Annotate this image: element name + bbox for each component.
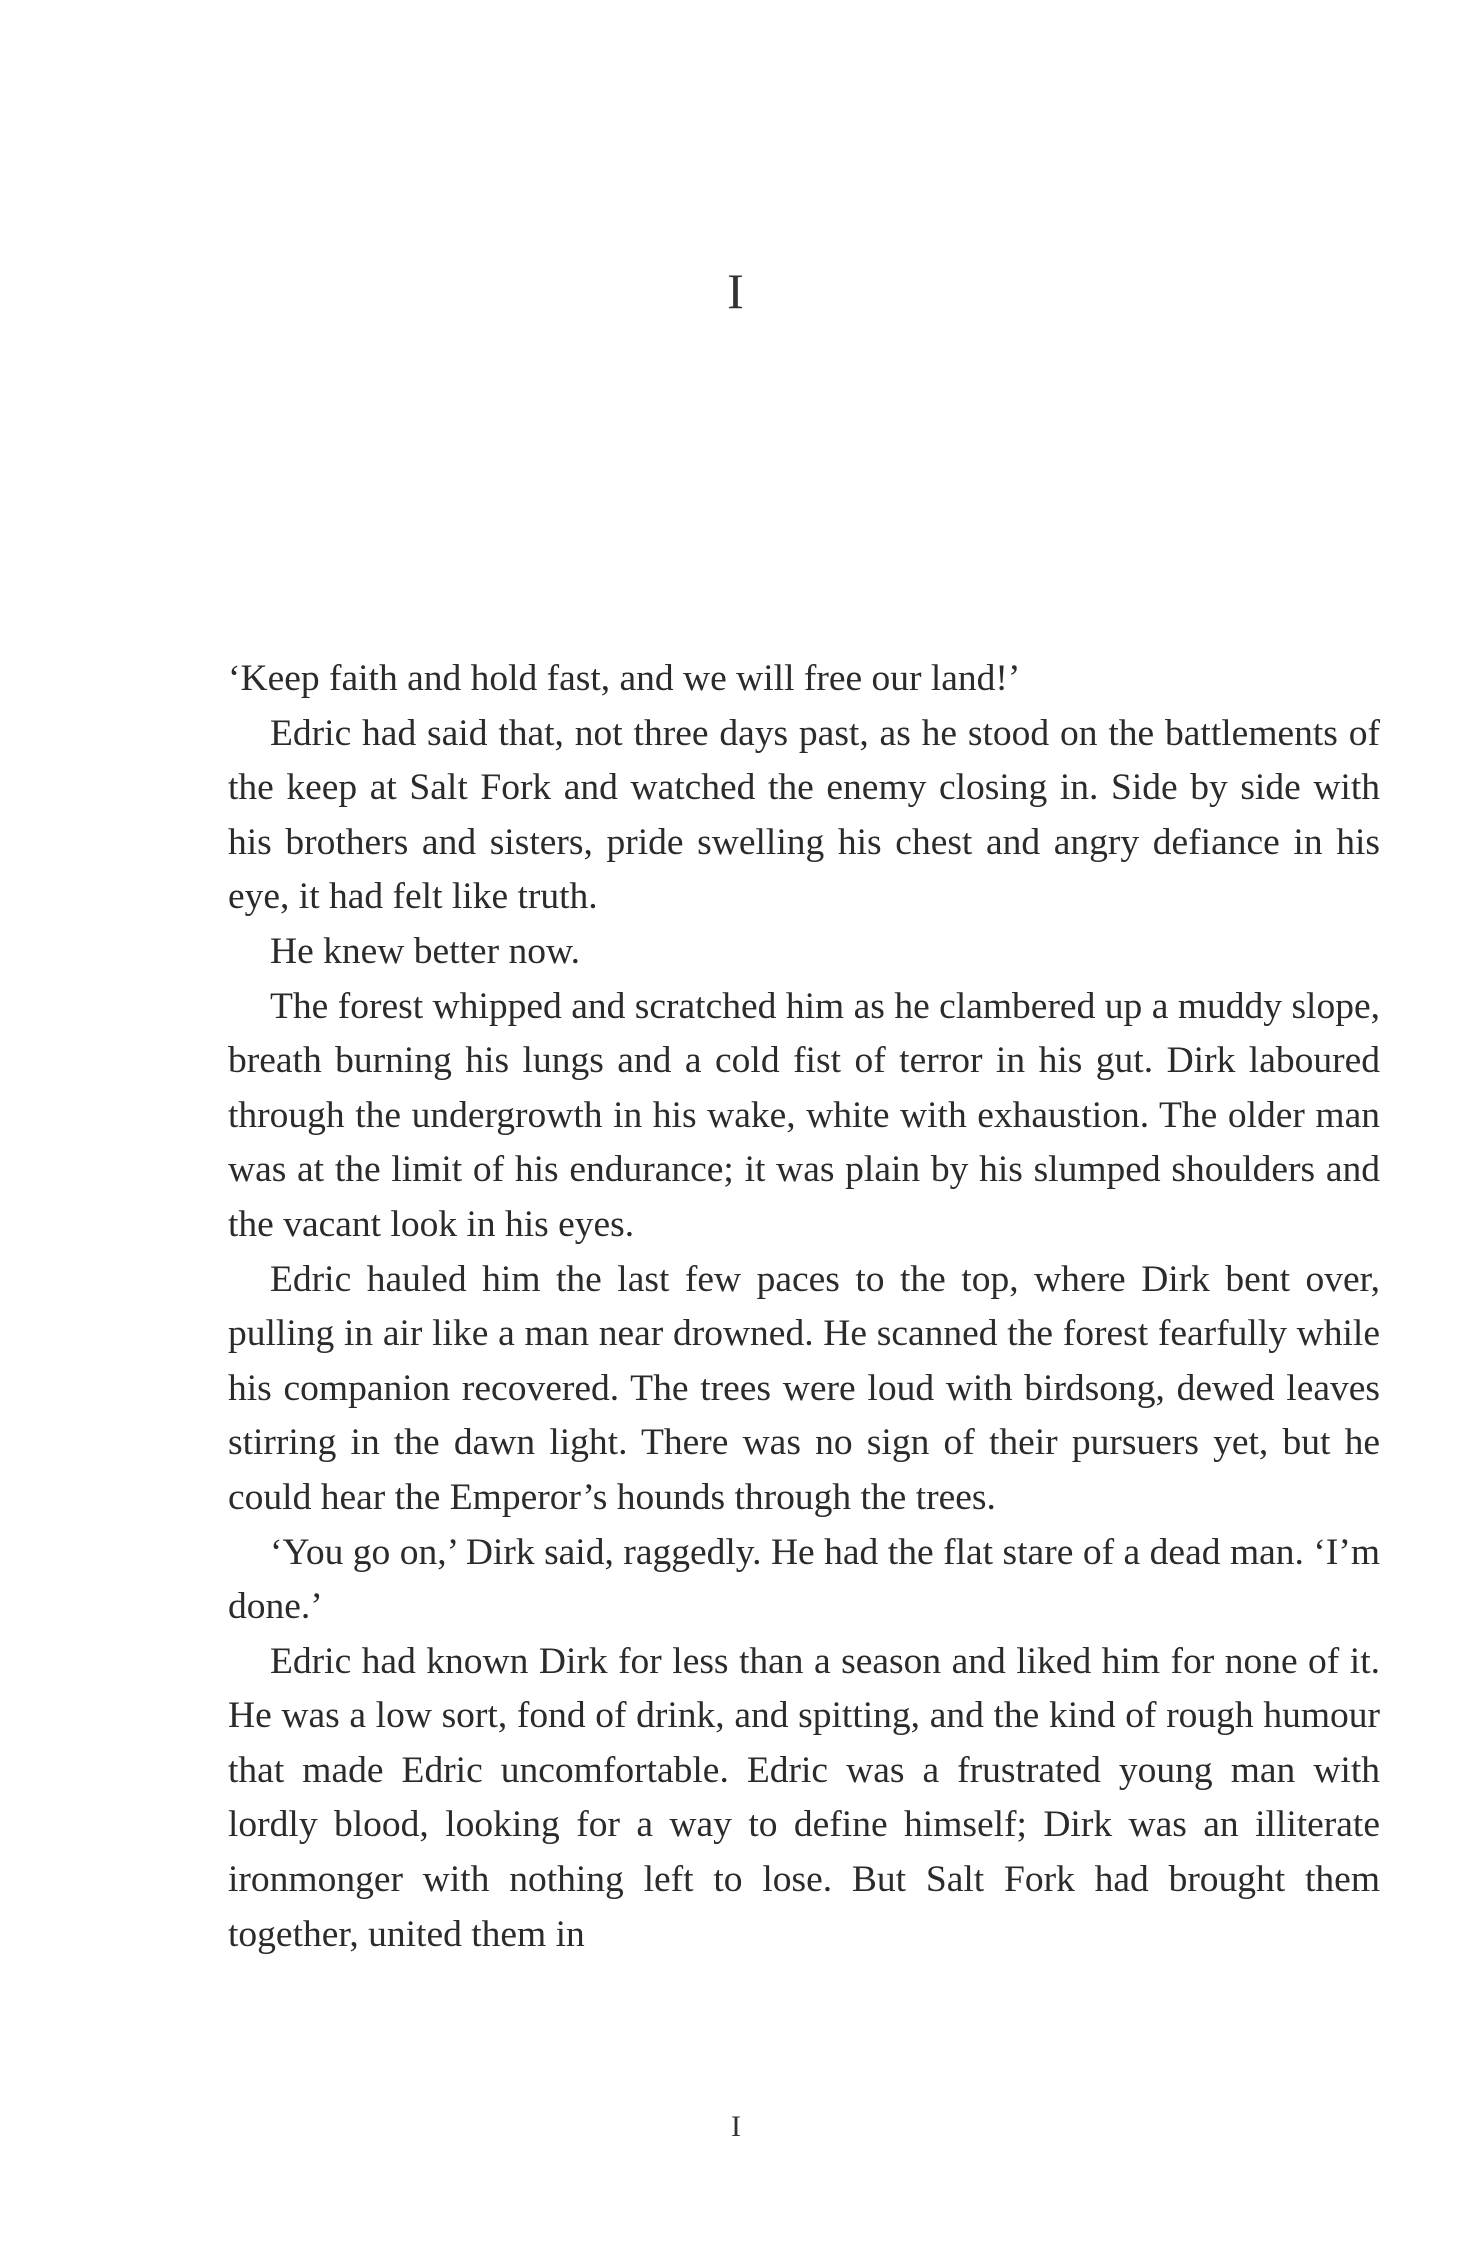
paragraph: Edric had said that, not three days past, as he stood on the battlements of the keep at Salt Fork and watched the enemy closing in. Side by side with his brothers and sisters, pride swelling his chest and angry defiance in his eye, it had felt like truth. [228,712,1380,918]
paragraph: ‘You go on,’ Dirk said, raggedly. He had the flat stare of a dead man. ‘I’m done.’ [228,1531,1380,1628]
paragraph: The forest whipped and scratched him as he clambered up a muddy slope, breath burning his lungs and a cold fist of terror in his gut. Dirk laboured through the undergrowth in his wake, white with exhaustion. The older man was at the limit of his endurance; it was plain by his slumped shoulders and the vacant look in his eyes. [228,985,1380,1245]
paragraph: Edric had known Dirk for less than a season and liked him for none of it. He was a low sort, fond of drink, and spitting, and the kind of rough humour that made Edric uncomfortable. Edric was a frustrated young man with lordly blood, looking for a way to define himself; Dirk was an illiterate ironmonger with nothing left to lose. But Salt Fork had brought them together, united them in [228,1640,1380,1955]
body-text [228,652,1380,1962]
chapter-number: I [727,263,745,319]
paragraph: ‘Keep faith and hold fast, and we will free our land!’ [228,658,1021,699]
paragraph: Edric hauled him the last few paces to the top, where Dirk bent over, pulling in air like a man near drowned. He scanned the forest fearfully while his companion recovered. The trees were loud with birdsong, dewed leaves stirring in the dawn light. There was no sign of their pursuers yet, but he could hear the Emperor’s hounds through the trees. [228,1258,1380,1518]
paragraph: He knew better now. [270,930,580,972]
page-number: I [731,2110,741,2143]
